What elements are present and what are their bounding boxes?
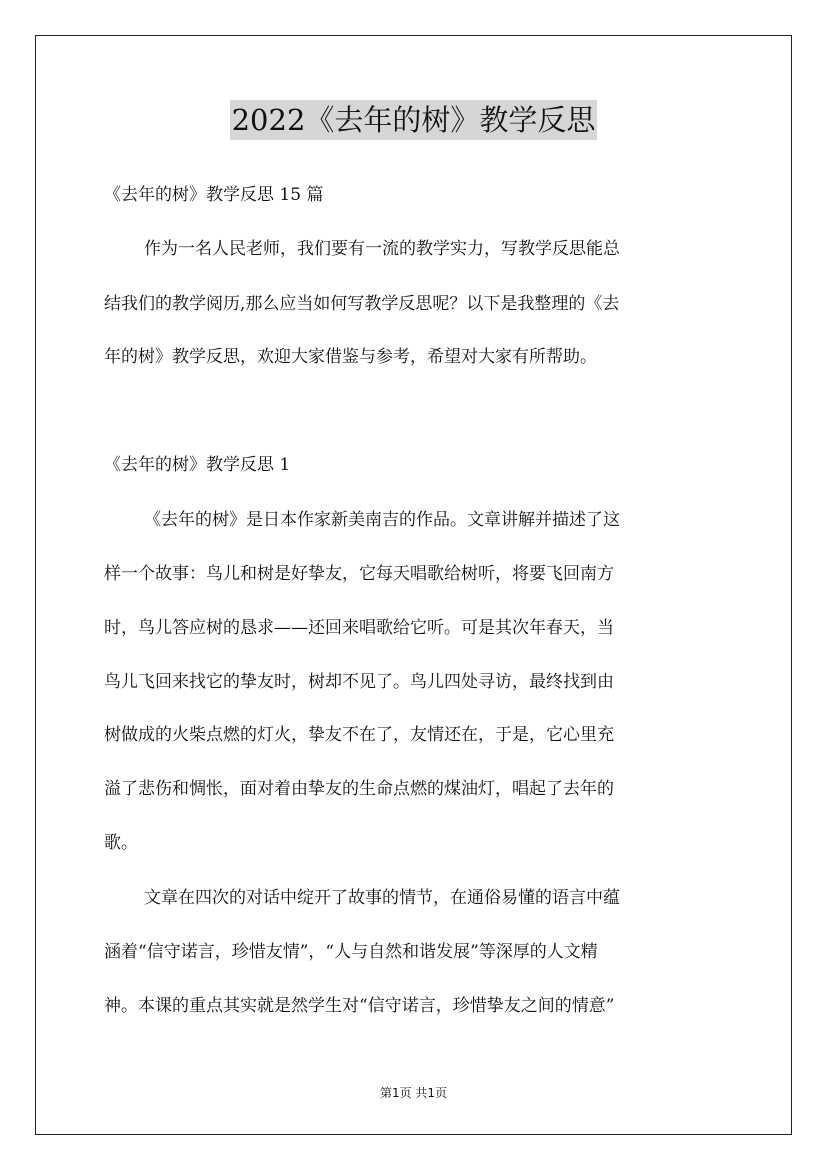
paragraph-line: 神。本课的重点其实就是然学生对“信守诺言，珍惜挚友之间的情意” [104, 996, 615, 1016]
page-footer: 第1页 共1页 [379, 1086, 448, 1100]
title-container [0, 100, 827, 140]
document-title: 2022《去年的树》教学反思 [230, 100, 598, 140]
paragraph-line: 树做成的火柴点燃的灯火，挚友不在了，友情还在，于是，它心里充 [104, 725, 614, 745]
document-subtitle: 《去年的树》教学反思 15 篇 [104, 185, 324, 205]
intro-line: 结我们的教学阅历,那么应当如何写教学反思呢？以下是我整理的《去 [104, 294, 620, 314]
paragraph-line: 鸟儿飞回来找它的挚友时，树却不见了。鸟儿四处寻访，最终找到由 [104, 672, 614, 692]
intro-line: 年的树》教学反思，欢迎大家借鉴与参考，希望对大家有所帮助。 [104, 347, 597, 367]
paragraph-line: 文章在四次的对话中绽开了故事的情节，在通俗易懂的语言中蕴 [144, 888, 620, 908]
intro-line: 作为一名人民老师，我们要有一流的教学实力，写教学反思能总 [144, 239, 620, 259]
paragraph-line: 样一个故事：鸟儿和树是好挚友，它每天唱歌给树听，将要飞回南方 [104, 564, 614, 584]
section-heading: 《去年的树》教学反思 1 [104, 455, 291, 475]
paragraph-line: 《去年的树》是日本作家新美南吉的作品。文章讲解并描述了这 [144, 510, 620, 530]
paragraph-line: 涵着“信守诺言，珍惜友情”，“人与自然和谐发展”等深厚的人文精 [104, 942, 598, 962]
paragraph-line: 时，鸟儿答应树的恳求——还回来唱歌给它听。可是其次年春天，当 [104, 618, 614, 638]
paragraph-line: 歌。 [104, 833, 138, 853]
paragraph-line: 溢了悲伤和惆怅，面对着由挚友的生命点燃的煤油灯，唱起了去年的 [104, 779, 614, 799]
